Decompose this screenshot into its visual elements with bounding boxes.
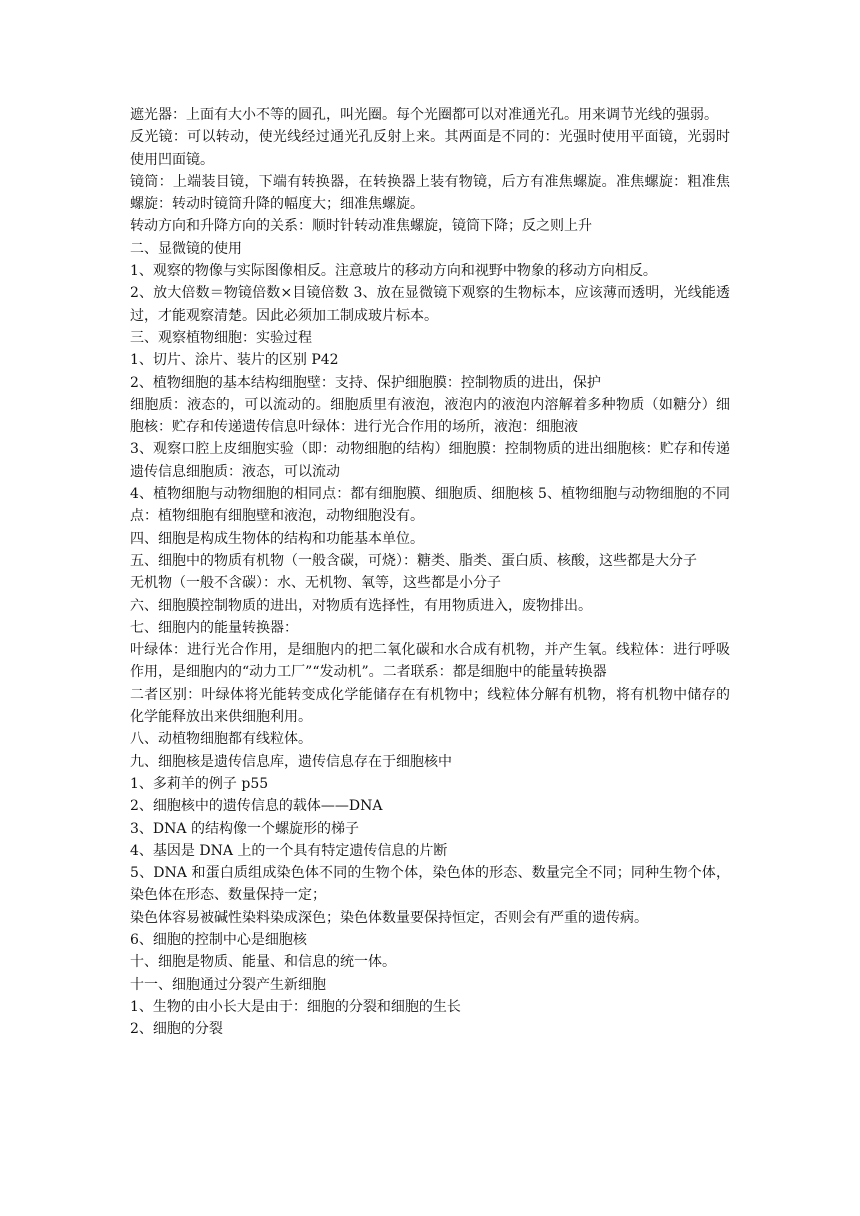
- paragraph-item: 细胞质：液态的，可以流动的。细胞质里有液泡，液泡内的液泡内溶解着多种物质（如糖分）细胞核：贮存和传递遗传信息叶绿体：进行光合作用的场所，液泡：细胞液: [130, 396, 730, 436]
- section-heading-7: 七、细胞内的能量转换器：: [130, 619, 298, 636]
- document-body: [130, 104, 730, 1040]
- section-heading-9: 九、细胞核是遗传信息库，遗传信息存在于细胞核中: [130, 753, 452, 770]
- section-heading-6: 六、细胞膜控制物质的进出，对物质有选择性，有用物质进入，废物排出。: [130, 597, 592, 614]
- paragraph-item: 1、观察的物像与实际图像相反。注意玻片的移动方向和视野中物象的移动方向相反。: [130, 263, 657, 280]
- section-heading-3: 三、观察植物细胞：实验过程: [130, 329, 312, 346]
- paragraph-item: 4、植物细胞与动物细胞的相同点：都有细胞膜、细胞质、细胞核 5、植物细胞与动物细胞的不同点：植物细胞有细胞壁和液泡，动物细胞没有。: [130, 486, 730, 525]
- paragraph-item: 5、DNA 和蛋白质组成染色体不同的生物个体，染色体的形态、数量完全不同；同种生物个体，染色体在形态、数量保持一定；: [130, 865, 730, 904]
- paragraph-item: 叶绿体：进行光合作用，是细胞内的把二氧化碳和水合成有机物，并产生氧。线粒体：进行呼吸作用，是细胞内的“动力工厂”“发动机”。二者联系：都是细胞中的能量转换器: [130, 642, 730, 681]
- paragraph-item: 二者区别：叶绿体将光能转变成化学能储存在有机物中；线粒体分解有机物，将有机物中储存的化学能释放出来供细胞利用。: [130, 686, 730, 726]
- paragraph-item: 2、细胞的分裂: [130, 1021, 223, 1038]
- section-heading-4: 四、细胞是构成生物体的结构和功能基本单位。: [130, 530, 424, 547]
- paragraph-item: 1、切片、涂片、装片的区别 P42: [130, 352, 339, 369]
- paragraph-diaphragm: 遮光器：上面有大小不等的圆孔，叫光圈。每个光圈都可以对准通光孔。用来调节光线的强弱。: [130, 107, 718, 123]
- paragraph-item: 6、细胞的控制中心是细胞核: [130, 931, 307, 948]
- paragraph-item: 3、观察口腔上皮细胞实验（即：动物细胞的结构）细胞膜：控制物质的进出细胞核：贮存和传递遗传信息细胞质：液态，可以流动: [130, 441, 730, 480]
- section-heading-2: 二、显微镜的使用: [130, 240, 242, 257]
- section-heading-8: 八、动植物细胞都有线粒体。: [130, 731, 312, 748]
- paragraph-item: 2、细胞核中的遗传信息的载体——DNA: [130, 798, 383, 815]
- paragraph-item: 1、多莉羊的例子 p55: [130, 775, 269, 792]
- paragraph-item: 2、放大倍数＝物镜倍数×目镜倍数 3、放在显微镜下观察的生物标本，应该薄而透明，光线能透过，才能观察清楚。因此必须加工制成玻片标本。: [130, 285, 730, 324]
- section-heading-5: 五、细胞中的物质有机物（一般含碳，可烧）：糖类、脂类、蛋白质、核酸，这些都是大分子: [130, 552, 697, 569]
- paragraph-item: 1、生物的由小长大是由于：细胞的分裂和细胞的生长: [130, 998, 461, 1015]
- paragraph-mirror: 反光镜：可以转动，使光线经过通光孔反射上来。其两面是不同的：光强时使用平面镜，光弱时使用凹面镜。: [130, 129, 730, 168]
- section-heading-10: 十、细胞是物质、能量、和信息的统一体。: [130, 954, 396, 971]
- paragraph-item: 染色体容易被碱性染料染成深色；染色体数量要保持恒定，否则会有严重的遗传病。: [130, 909, 648, 926]
- paragraph-item: 4、基因是 DNA 上的一个具有特定遗传信息的片断: [130, 842, 448, 859]
- paragraph-rotation: 转动方向和升降方向的关系：顺时针转动准焦螺旋，镜筒下降；反之则上升: [130, 218, 592, 235]
- paragraph-item: 2、植物细胞的基本结构细胞壁：支持、保护细胞膜：控制物质的进出，保护: [130, 374, 601, 391]
- paragraph-item: 3、DNA 的结构像一个螺旋形的梯子: [130, 820, 359, 837]
- paragraph-tube: 镜筒：上端装目镜，下端有转换器，在转换器上装有物镜，后方有准焦螺旋。准焦螺旋：粗准焦螺旋：转动时镜筒升降的幅度大；细准焦螺旋。: [130, 173, 730, 213]
- section-heading-11: 十一、细胞通过分裂产生新细胞: [130, 976, 326, 993]
- paragraph-item: 无机物（一般不含碳）：水、无机物、氧等，这些都是小分子: [130, 575, 501, 592]
